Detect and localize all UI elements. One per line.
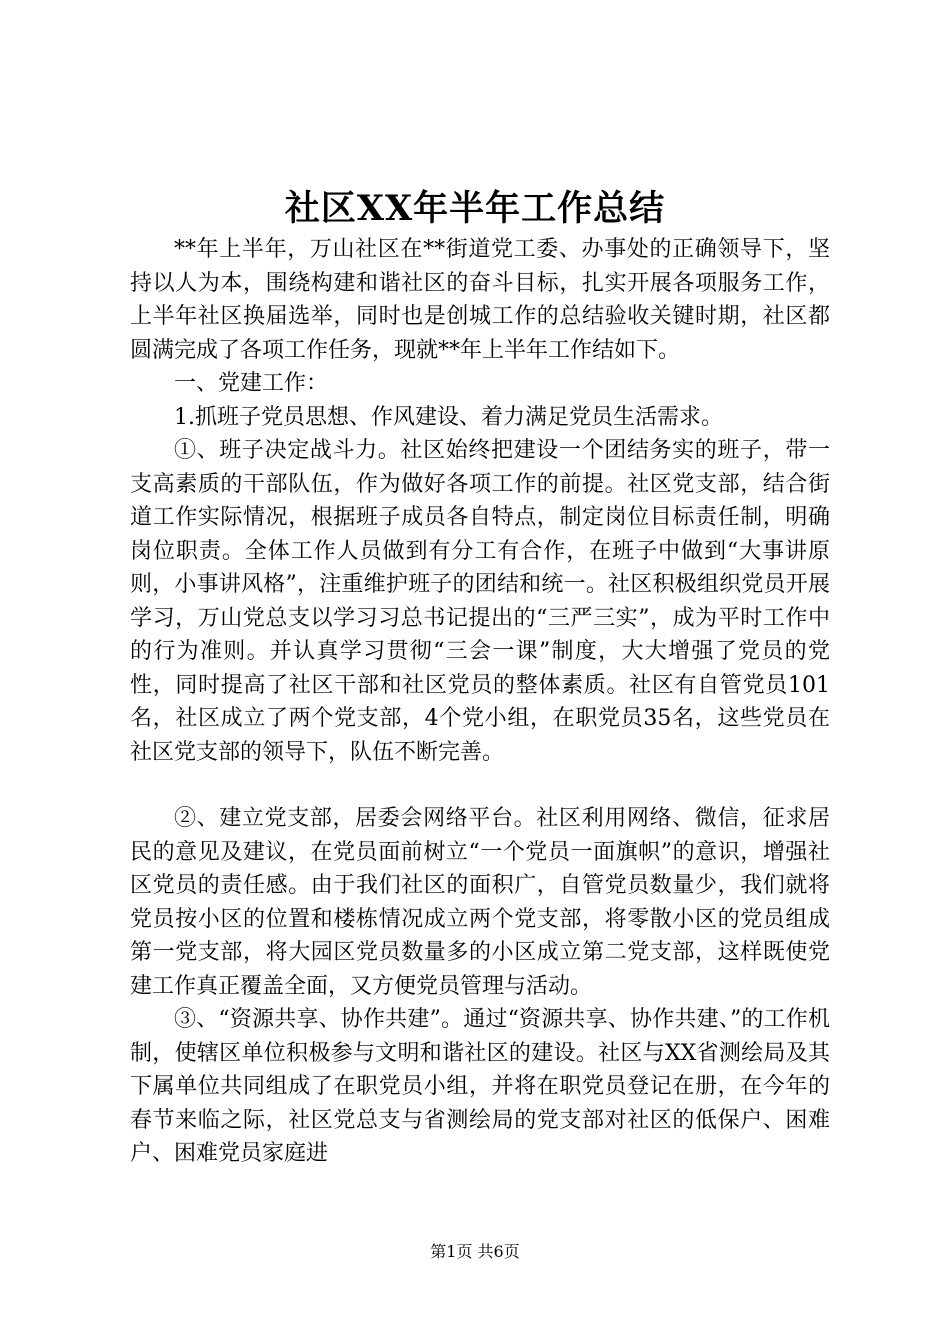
paragraph-spacer xyxy=(130,769,830,802)
document-body xyxy=(130,233,830,1171)
paragraph-item-3: ③、“资源共享、协作共建”。通过“资源共享、协作共建、”的工作机制，使辖区单位积极参与文明和谐社区的建设。社区与XX省测绘局及其下属单位共同组成了在职党员小组，并将在职党员登记在册，在今年的春节来临之际，社区党总支与省测绘局的党支部对社区的低保户、困难户、困难党员家庭进 xyxy=(130,1007,830,1166)
document-title: 社区XX年半年工作总结 xyxy=(284,188,666,229)
paragraph-item-2: ②、建立党支部，居委会网络平台。社区利用网络、微信，征求居民的意见及建议，在党员面前树立“一个党员一面旗帜”的意识，增强社区党员的责任感。由于我们社区的面积广，自管党员数量少，我们就将党员按小区的位置和楼栋情况成立两个党支部，将零散小区的党员组成第一党支部，将大园区党员数量多的小区成立第二党支部，这样既使党建工作真正覆盖全面，又方便党员管理与活动。 xyxy=(130,806,830,999)
paragraph-item-1: ①、班子决定战斗力。社区始终把建设一个团结务实的班子，带一支高素质的干部队伍，作为做好各项工作的前提。社区党支部，结合街道工作实际情况，根据班子成员各自特点，制定岗位目标责任制，明确岗位职责。全体工作人员做到有分工有合作，在班子中做到“大事讲原则，小事讲风格”，注重维护班子的团结和统一。社区积极组织党员开展学习，万山党总支以学习习总书记提出的“三严三实”，成为平时工作中的行为准则。并认真学习贯彻“三会一课”制度，大大增强了党员的党性，同时提高了社区干部和社区党员的整体素质。社区有自管党员101名，社区成立了两个党支部，4个党小组，在职党员35名，这些党员在社区党支部的领导下，队伍不断完善。 xyxy=(130,438,830,765)
section-heading-party-building: 一、党建工作： xyxy=(174,371,329,396)
subsection-heading-1: 1.抓班子党员思想、作风建设、着力满足党员生活需求。 xyxy=(174,404,723,430)
intro-paragraph: **年上半年，万山社区在**街道党工委、办事处的正确领导下，坚持以人为本，围绕构建和谐社区的奋斗目标，扎实开展各项服务工作，上半年社区换届选举，同时也是创城工作的总结验收关键时期，社区都圆满完成了各项工作任务，现就**年上半年工作结如下。 xyxy=(130,237,830,363)
page-footer: 第1页 共6页 xyxy=(430,1242,520,1261)
